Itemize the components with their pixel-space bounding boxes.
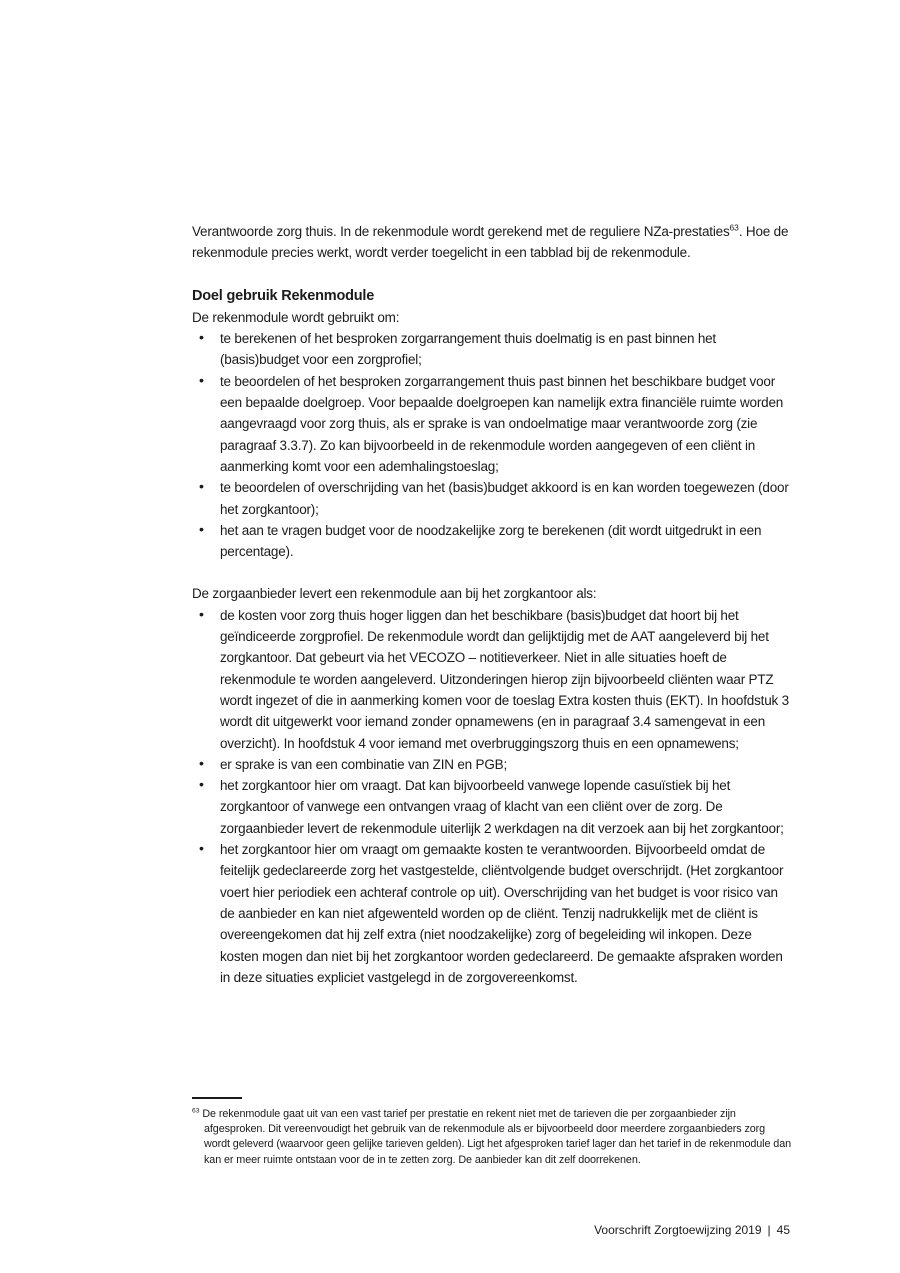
footnote-ref-marker: 63 xyxy=(729,222,739,233)
section-heading: Doel gebruik Rekenmodule xyxy=(192,287,375,304)
footnote-body: De rekenmodule gaat uit van een vast tarief per prestatie en rekent niet met de tarieven die per zorgaanbieder zijn afgesproken. Dit vereenvoudigt het gebruik van de rekenmodule als er bijvoorbeeld door meerdere zorgaanbieders zorg wordt geleverd (waarvoor geen gelijke tarieven gelden). Ligt het afgesproken tarief lager dan het tarief in de rekenmodule dan kan er meer ruimte ontstaan voor de in te zetten zorg. De aanbieder kan dit zelf doorrekenen. xyxy=(202,1108,791,1166)
footer-title: Voorschrift Zorgtoewijzing 2019 xyxy=(594,1223,762,1237)
list-item: • het zorgkantoor hier om vraagt om gemaakte kosten te verantwoorden. Bijvoorbeeld omdat de feitelijk gedeclareerde zorg het vastgestelde, cliëntvolgende budget overschrijdt. (Het zorgkantoor voert hier periodiek een achteraf controle op uit). Overschrijding van het budget is voor risico van de aanbieder en kan niet afgewenteld worden op de cliënt. Tenzij nadrukkelijk met de cliënt is overeengekomen dat hij zelf extra (niet noodzakelijke) zorg of begeleiding wil inkopen. Deze kosten mogen dan niet bij het zorgkantoor worden gedeclareerd. De gemaakte afspraken worden in deze situaties expliciet vastgelegd in de zorgovereenkomst. xyxy=(192,839,791,988)
list-item: • te beoordelen of het besproken zorgarrangement thuis past binnen het beschikbare budget voor een bepaalde doelgroep. Voor bepaalde doelgroepen kan namelijk extra financiële ruimte worden aangevraagd voor zorg thuis, als er sprake is van ondoelmatige maar verantwoorde zorg (zie paragraaf 3.3.7). Zo kan bijvoorbeeld in de rekenmodule worden aangegeven of een cliënt in aanmerking komt voor een ademhalingstoeslag; xyxy=(192,371,791,477)
delivery-conditions-list xyxy=(192,605,791,988)
intro-paragraph xyxy=(192,221,791,264)
list-item: • het zorgkantoor hier om vraagt. Dat kan bijvoorbeeld vanwege lopende casuïstiek bij het zorgkantoor of vanwege een ontvangen vraag of klacht van een cliënt over de zorg. De zorgaanbieder levert de rekenmodule uiterlijk 2 werkdagen na dit verzoek aan bij het zorgkantoor; xyxy=(192,775,791,839)
list2-intro: De zorgaanbieder levert een rekenmodule aan bij het zorgkantoor als: xyxy=(192,586,597,602)
list-item: • er sprake is van een combinatie van ZIN en PGB; xyxy=(192,754,791,775)
intro-paragraph-text-continued: . Hoe de rekenmodule precies werkt, wordt verder toegelicht in een tabblad bij de rekenmodule. xyxy=(192,224,789,261)
list1-intro: De rekenmodule wordt gebruikt om: xyxy=(192,309,400,325)
intro-paragraph-text: Verantwoorde zorg thuis. In de rekenmodule wordt gerekend met de reguliere NZa-prestaties xyxy=(192,224,730,239)
list-item: • het aan te vragen budget voor de noodzakelijke zorg te berekenen (dit wordt uitgedrukt in een percentage). xyxy=(192,520,791,563)
page-content xyxy=(192,221,791,988)
footnote-text xyxy=(192,1107,792,1168)
footnote-number: 63 xyxy=(192,1107,200,1115)
footer-separator: | xyxy=(767,1223,771,1237)
list-item: • de kosten voor zorg thuis hoger liggen dan het beschikbare (basis)budget dat hoort bij het geïndiceerde zorgprofiel. De rekenmodule wordt dan gelijktijdig met de AAT aangeleverd bij het zorgkantoor. Dat gebeurt via het VECOZO – notitieverkeer. Niet in alle situaties hoeft de rekenmodule te worden aangeleverd. Uitzonderingen hierop zijn bijvoorbeeld cliënten waar PTZ wordt ingezet of die in aanmerking komen voor de toeslag Extra kosten thuis (EKT). In hoofdstuk 3 wordt dit uitgewerkt voor iemand zonder opnamewens (en in paragraaf 3.4 samengevat in een overzicht). In hoofdstuk 4 voor iemand met overbruggingszorg thuis en een opnamewens; xyxy=(192,605,791,754)
purpose-list xyxy=(192,328,791,562)
footnote-area xyxy=(192,1097,792,1168)
page-footer xyxy=(594,1222,790,1238)
list-item: • te beoordelen of overschrijding van het (basis)budget akkoord is en kan worden toegewezen (door het zorgkantoor); xyxy=(192,477,791,520)
page-number: 45 xyxy=(776,1223,790,1237)
list-item: • te berekenen of het besproken zorgarrangement thuis doelmatig is en past binnen het (basis)budget voor een zorgprofiel; xyxy=(192,328,791,371)
footnote-separator-rule xyxy=(192,1097,242,1099)
